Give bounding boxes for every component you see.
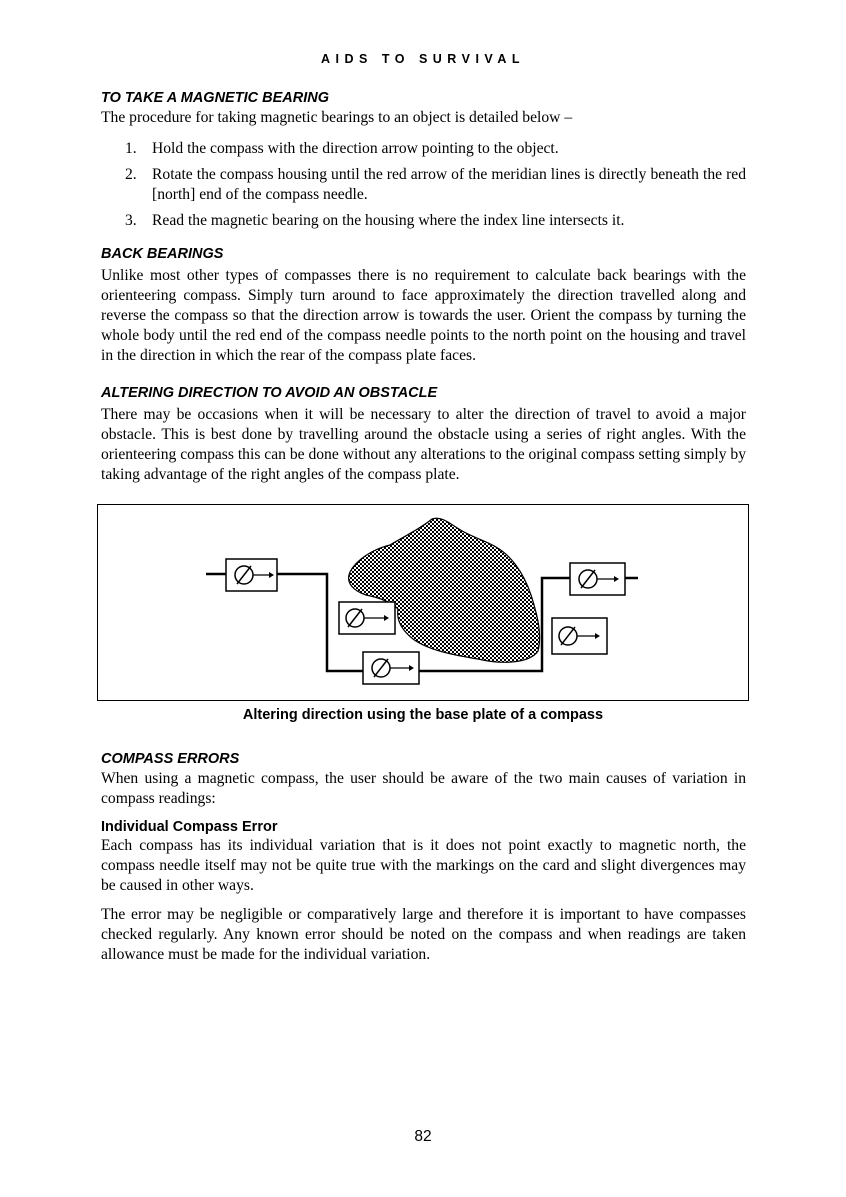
compass-plate-left	[339, 602, 395, 634]
step-text: Hold the compass with the direction arrow pointing to the object.	[152, 140, 559, 157]
section-altering-direction	[101, 384, 746, 485]
subheading-individual-error: Individual Compass Error	[101, 819, 278, 835]
heading-back-bearings: BACK BEARINGS	[101, 246, 224, 262]
step-item	[101, 211, 746, 231]
step-number: 1.	[125, 140, 137, 157]
compass-plate-end	[570, 563, 625, 595]
heading-magnetic-bearing: TO TAKE A MAGNETIC BEARING	[101, 90, 329, 106]
compass-plate-bottom	[363, 652, 419, 684]
step-item	[101, 165, 746, 205]
individual-error-para-2: The error may be negligible or comparatively large and therefore it is important to have compasses checked regularly. Any known error should be noted on the compass and when readings are taken allowance must be made for the individual variation.	[101, 906, 746, 963]
step-text: Rotate the compass housing until the red arrow of the meridian lines is directly beneath the red [north] end of the compass needle.	[152, 166, 746, 203]
running-head: AIDS TO SURVIVAL	[321, 52, 525, 66]
magnetic-bearing-steps	[101, 139, 746, 231]
heading-compass-errors: COMPASS ERRORS	[101, 751, 240, 767]
obstacle-diagram	[98, 505, 750, 702]
compass-plate-right-lower	[552, 618, 607, 654]
heading-altering-direction: ALTERING DIRECTION TO AVOID AN OBSTACLE	[101, 385, 438, 401]
page-content	[101, 89, 746, 965]
compass-plate-start	[226, 559, 277, 591]
individual-error-para-1: Each compass has its individual variation that is it does not point exactly to magnetic north, the compass needle itself may not be quite true with the markings on the card and slight divergences may be caused in other ways.	[101, 837, 746, 894]
obstacle-figure	[97, 504, 749, 701]
step-text: Read the magnetic bearing on the housing where the index line intersects it.	[152, 212, 625, 229]
back-bearings-body: Unlike most other types of compasses there is no requirement to calculate back bearings with the orienteering compass. Simply turn around to face approximately the direction travelled along and reverse the compass so that the direction arrow is towards the user. Orient the compass by turning the whole body until the red end of the compass needle points to the north point on the housing and travel in the direction in which the rear of the compass plate faces.	[101, 267, 746, 364]
page-number: 82	[414, 1128, 432, 1145]
section-magnetic-bearing	[101, 89, 746, 231]
step-number: 3.	[125, 212, 137, 229]
compass-errors-intro: When using a magnetic compass, the user should be aware of the two main causes of variation in compass readings:	[101, 770, 746, 807]
figure-caption: Altering direction using the base plate of a compass	[242, 707, 604, 723]
altering-direction-body: There may be occasions when it will be necessary to alter the direction of travel to avoid a major obstacle. This is best done by travelling around the obstacle using a series of right angles. With the orienteering compass this can be done without any alterations to the original compass setting simply by taking advantage of the right angles of the compass plate.	[101, 406, 746, 483]
obstacle-shape	[349, 518, 540, 662]
section-compass-errors	[101, 750, 746, 965]
section-back-bearings	[101, 245, 746, 366]
magnetic-bearing-intro: The procedure for taking magnetic bearings to an object is detailed below –	[101, 109, 573, 126]
step-item	[101, 139, 746, 159]
step-number: 2.	[125, 166, 137, 183]
